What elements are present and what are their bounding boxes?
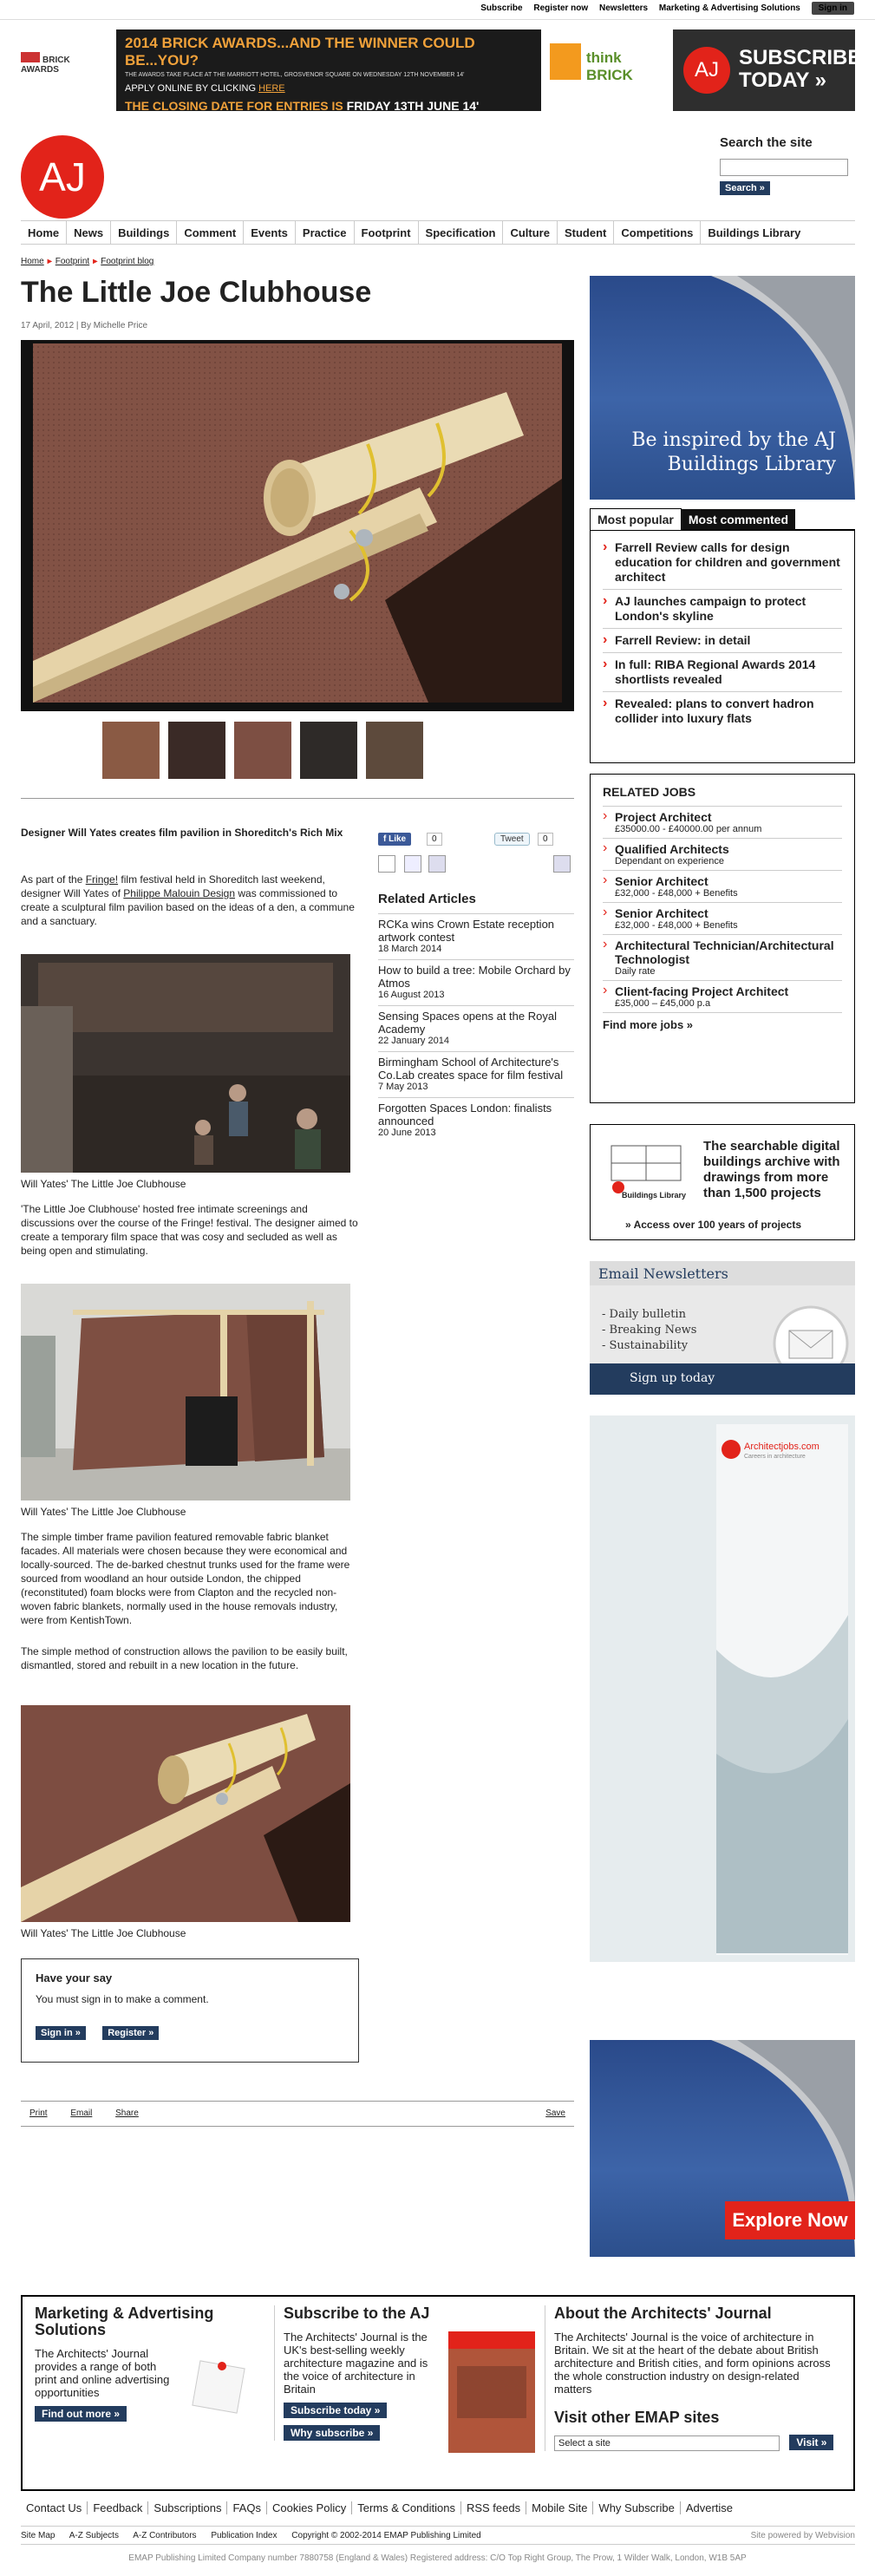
article-tools	[21, 2101, 574, 2127]
sitemap-link[interactable]: Site Map	[21, 2531, 56, 2540]
banner-subline: THE AWARDS TAKE PLACE AT THE MARRIOTT HOTEL, GROSVENOR SQUARE ON WEDNESDAY 12TH NOVEMBER 14'	[125, 72, 465, 78]
footer-marketing-heading: Marketing & Advertising Solutions	[35, 2305, 214, 2338]
top-bar	[0, 0, 875, 19]
chevron-right-icon: ▸	[47, 257, 52, 266]
popular-item[interactable]: › Revealed: plans to convert hadron collider into luxury flats	[603, 692, 842, 730]
brick-development-logo	[550, 43, 581, 80]
signin-button[interactable]: Sign in	[812, 2, 854, 15]
explore-now-button[interactable]: Explore Now	[725, 2201, 855, 2239]
footer-subscribe	[274, 2305, 534, 2441]
comment-text: You must sign in to make a comment.	[36, 1993, 209, 2005]
thumbnail[interactable]	[102, 722, 160, 779]
facebook-like-button[interactable]: f Like	[378, 833, 411, 846]
magazine-cover	[448, 2331, 535, 2453]
related-heading: Related Articles	[378, 892, 476, 906]
nav-buildings-library[interactable]: Buildings Library	[708, 226, 801, 239]
job-item[interactable]: › Senior Architect £32,000 - £48,000 + Benefits	[603, 902, 842, 934]
footer-link[interactable]: Why Subscribe	[593, 2501, 680, 2514]
skyscraper-banner	[716, 1424, 848, 1955]
library-archive-ad[interactable]	[590, 1124, 855, 1240]
comment-heading: Have your say	[36, 1971, 113, 1984]
related-item[interactable]: RCKa wins Crown Estate reception artwork contest 18 March 2014	[378, 913, 574, 959]
copyright-text: Copyright © 2002-2014 EMAP Publishing Limited	[291, 2531, 481, 2540]
search-label: Search the site	[720, 135, 813, 150]
job-item[interactable]: › Senior Architect £32,000 - £48,000 + Benefits	[603, 870, 842, 902]
nav-events[interactable]: Events	[244, 221, 296, 245]
thumbnail[interactable]	[234, 722, 291, 779]
fringe-link[interactable]: Fringe!	[85, 873, 119, 886]
library-access-link[interactable]: » Access over 100 years of projects	[625, 1219, 802, 1231]
article-lede: Designer Will Yates creates film pavilion in Shoreditch's Rich Mix	[21, 827, 343, 839]
article-paragraph: The simple timber frame pavilion featured removable fabric blanket facades. All materials were chosen because they were economical and locally-sourced. The de-barked chestnut trunks used for the frame were sourced from woodland an hour outside London, the chipped (reconstituted) foam blocks were from Clapton and the recycled non-woven fabric blankets, normally used in the house removals industry, were from KentishTown.	[21, 1531, 350, 1626]
legal-text: EMAP Publishing Limited Company number 7880758 (England & Wales) Registered address: C/O Top Right Group, The Prow, 1 Wilder Walk, London, W1B 5AP	[128, 2553, 747, 2563]
popular-item[interactable]: › Farrell Review: in detail	[603, 629, 842, 653]
nav-footprint[interactable]: Footprint	[355, 221, 419, 245]
save-icon[interactable]	[553, 855, 571, 873]
pavilion-photo	[21, 1284, 350, 1500]
tweet-button[interactable]: Tweet	[494, 833, 530, 846]
print-link[interactable]: Print	[29, 2109, 48, 2118]
footer-link[interactable]: Subscriptions	[148, 2501, 227, 2514]
article-paragraph: The simple method of construction allows the pavilion to be easily built, dismantled, stored and rebuilt in a new location in the future.	[21, 1645, 348, 1671]
related-item[interactable]: Sensing Spaces opens at the Royal Academy 22 January 2014	[378, 1005, 574, 1051]
newsletter-heading: Email Newsletters	[590, 1261, 855, 1285]
comment-box	[21, 1958, 359, 2063]
library-ad-text: Be inspired by the AJ Buildings Library	[631, 429, 836, 475]
explore-ad[interactable]	[590, 2040, 855, 2257]
breadcrumb-home[interactable]: Home	[21, 257, 44, 266]
divider	[21, 798, 574, 799]
banner-main	[116, 29, 541, 111]
related-articles	[378, 892, 574, 1143]
footer-link[interactable]: RSS feeds	[461, 2501, 526, 2514]
powered-by[interactable]: Site powered by Webvision	[750, 2531, 855, 2540]
job-item[interactable]: › Qualified Architects Dependant on experience	[603, 838, 842, 870]
visit-button[interactable]: Visit »	[789, 2435, 833, 2450]
nav-specification[interactable]: Specification	[419, 221, 504, 245]
comment-signin-button[interactable]: Sign in »	[36, 2026, 86, 2040]
aj-ad-logo: AJ	[683, 47, 730, 94]
footer-marketing-text: The Architects' Journal provides a range of both print and online advertising opportunities	[35, 2347, 170, 2399]
subscribe-ad-text: SUBSCRIBE TODAY »	[739, 46, 862, 92]
az-contributors-link[interactable]: A-Z Contributors	[133, 2531, 197, 2540]
footer-link[interactable]: Feedback	[88, 2501, 148, 2514]
newsletter-signup-button[interactable]: Sign up today	[590, 1363, 855, 1395]
image-caption: Will Yates' The Little Joe Clubhouse	[21, 1927, 186, 1939]
brick-awards-logo: BRICK AWARDS	[21, 52, 108, 90]
thumbnail[interactable]	[168, 722, 225, 779]
article-paragraph: As part of the Fringe! film festival held in Shoreditch last weekend, designer Will Yates of Philippe Malouin Design was commissioned to create a sculptural film pavilion based on the ideas of a den, a commune and a sanctuary.	[21, 873, 355, 927]
footer-subscribe-heading: Subscribe to the AJ	[284, 2305, 430, 2322]
tab-most-popular[interactable]: Most popular	[590, 508, 682, 530]
brick-awards-banner[interactable]	[21, 29, 654, 111]
subscribe-today-button[interactable]: Subscribe today »	[284, 2403, 387, 2418]
subscribe-ad[interactable]	[673, 29, 862, 111]
job-item[interactable]: › Project Architect £35000.00 - £40000.00 per annum	[603, 806, 842, 838]
image-caption: Will Yates' The Little Joe Clubhouse	[21, 1178, 186, 1190]
related-item[interactable]: Birmingham School of Architecture's Co.Lab creates space for film festival 7 May 2013	[378, 1051, 574, 1097]
nav-news[interactable]: News	[67, 221, 111, 245]
jobs-heading: RELATED JOBS	[603, 785, 696, 799]
share-link[interactable]: Share	[115, 2109, 139, 2118]
architectjobs-logo-icon	[722, 1440, 741, 1459]
register-link[interactable]: Register now	[533, 3, 589, 13]
building-drawing-icon	[603, 1137, 689, 1198]
footer-about-text: The Architects' Journal is the voice of architecture in Britain. We sit at the heart of the debate about British architecture and British cities, and form opinions across the whole construction industry on design-related matters	[554, 2331, 831, 2396]
thumbnail[interactable]	[300, 722, 357, 779]
related-jobs	[590, 774, 855, 1103]
search-input[interactable]	[720, 159, 848, 176]
page-title: The Little Joe Clubhouse	[21, 276, 372, 309]
screening-photo	[21, 954, 350, 1173]
main-gallery-image[interactable]	[21, 340, 574, 711]
why-subscribe-button[interactable]: Why subscribe »	[284, 2425, 380, 2441]
emap-heading: Visit other EMAP sites	[554, 2409, 720, 2426]
related-item[interactable]: Forgotten Spaces London: finalists announced 20 June 2013	[378, 1097, 574, 1143]
newsletters-link[interactable]: Newsletters	[598, 3, 649, 13]
az-subjects-link[interactable]: A-Z Subjects	[69, 2531, 119, 2540]
footer-about	[545, 2305, 839, 2451]
banner-headline: 2014 BRICK AWARDS...AND THE WINNER COULD BE...YOU?	[125, 35, 475, 69]
publication-index-link[interactable]: Publication Index	[211, 2531, 278, 2540]
newsletter-item: - Sustainability	[602, 1339, 689, 1352]
banner-here-link[interactable]: HERE	[258, 83, 285, 94]
breadcrumb-footprint[interactable]: Footprint	[55, 257, 90, 266]
popular-item[interactable]: › In full: RIBA Regional Awards 2014 shortlists revealed	[603, 653, 842, 692]
breadcrumb-footprint-blog[interactable]: Footprint blog	[101, 257, 154, 266]
architectjobs-logo: Architectjobs.com	[744, 1442, 819, 1452]
save-link[interactable]: Save	[545, 2109, 565, 2118]
breadcrumb	[21, 257, 153, 266]
share-icon[interactable]	[428, 855, 446, 873]
footer-links	[21, 2501, 855, 2514]
architectjobs-ad[interactable]	[590, 1415, 855, 1962]
footer-link[interactable]: Terms & Conditions	[352, 2501, 461, 2514]
timber-joint-photo	[21, 1705, 350, 1922]
footer-promo	[21, 2295, 855, 2491]
site-search	[720, 135, 859, 195]
footer-marketing	[35, 2305, 269, 2422]
article-paragraph: 'The Little Joe Clubhouse' hosted free intimate screenings and discussions over the course of the Fringe! festival. The designer aimed to create a temporary film space that was cosy and secluded as well as being open and stimulating.	[21, 1203, 358, 1257]
print-icon[interactable]	[378, 855, 395, 873]
job-item[interactable]: › Architectural Technician/Architectural Technologist Daily rate	[603, 934, 842, 980]
find-more-jobs-link[interactable]: Find more jobs »	[603, 1012, 842, 1031]
article-byline: 17 April, 2012 | By Michelle Price	[21, 321, 148, 330]
nav-culture[interactable]: Culture	[503, 221, 558, 245]
nav-home[interactable]: Home	[21, 221, 67, 245]
aj-logo[interactable]: AJ	[21, 135, 104, 219]
main-nav	[21, 220, 855, 245]
most-popular-list	[590, 531, 855, 763]
footer-about-heading: About the Architects' Journal	[554, 2305, 772, 2322]
popular-tabs	[590, 508, 855, 531]
subscribe-link[interactable]: Subscribe	[480, 3, 523, 13]
nav-buildings[interactable]: Buildings	[111, 221, 177, 245]
brick-icon	[21, 52, 40, 62]
footer-link[interactable]: FAQs	[227, 2501, 267, 2514]
gallery-thumbnails	[21, 722, 574, 788]
find-out-more-button[interactable]: Find out more »	[35, 2406, 127, 2422]
buildings-library-logo: Buildings Library	[622, 1191, 687, 1200]
popular-item[interactable]: › Farrell Review calls for design education for children and government architect	[603, 536, 842, 590]
marketing-link[interactable]: Marketing & Advertising Solutions	[658, 3, 800, 13]
abstract-graphic	[716, 1546, 848, 1953]
note-icon	[191, 2357, 251, 2418]
banner-closing: THE CLOSING DATE FOR ENTRIES IS FRIDAY 13TH JUNE 14'	[125, 99, 480, 113]
search-button[interactable]: Search »	[720, 181, 770, 195]
header-divider	[0, 19, 875, 20]
footer-link[interactable]: Contact Us	[21, 2501, 88, 2514]
tab-most-commented[interactable]: Most commented	[682, 509, 795, 530]
image-caption: Will Yates' The Little Joe Clubhouse	[21, 1506, 186, 1518]
email-icon[interactable]	[404, 855, 421, 873]
related-item[interactable]: How to build a tree: Mobile Orchard by Atmos 16 August 2013	[378, 959, 574, 1005]
thumbnail[interactable]	[366, 722, 423, 779]
timber-joint-photo	[21, 340, 574, 711]
comment-register-button[interactable]: Register »	[102, 2026, 159, 2040]
tweet-count: 0	[538, 833, 553, 846]
site-select[interactable]: Select a site	[554, 2435, 780, 2451]
nav-student[interactable]: Student	[558, 221, 614, 245]
newsletter-item: - Breaking News	[602, 1324, 697, 1337]
job-item[interactable]: › Client-facing Project Architect £35,000 – £45,000 p.a	[603, 980, 842, 1012]
newsletter-ad[interactable]	[590, 1261, 855, 1395]
philippe-malouin-link[interactable]: Philippe Malouin Design	[123, 887, 236, 899]
chevron-right-icon: ▸	[93, 257, 98, 266]
footer-link[interactable]: Advertise	[685, 2501, 734, 2514]
footer-link[interactable]: Mobile Site	[526, 2501, 593, 2514]
email-link[interactable]: Email	[70, 2109, 93, 2118]
popular-item[interactable]: › AJ launches campaign to protect London's skyline	[603, 590, 842, 629]
library-ad-text: The searchable digital buildings archive with drawings from more than 1,500 projects	[703, 1139, 840, 1200]
think-brick-logo: think BRICK	[586, 49, 633, 83]
banner-side-logos	[550, 43, 654, 97]
nav-practice[interactable]: Practice	[296, 221, 355, 245]
footer-subscribe-text: The Architects' Journal is the UK's best-selling weekly architecture magazine and is the voice of architecture in Britain	[284, 2331, 428, 2396]
nav-comment[interactable]: Comment	[177, 221, 244, 245]
footer-link[interactable]: Cookies Policy	[267, 2501, 352, 2514]
copyright-row	[21, 2526, 855, 2545]
nav-competitions[interactable]: Competitions	[614, 221, 701, 245]
like-count: 0	[427, 833, 442, 846]
banner-apply: APPLY ONLINE BY CLICKING HERE	[125, 83, 285, 94]
newsletter-item: - Daily bulletin	[602, 1308, 686, 1321]
buildings-library-ad[interactable]	[590, 276, 855, 500]
architectjobs-tagline: Careers in architecture	[744, 1454, 806, 1460]
